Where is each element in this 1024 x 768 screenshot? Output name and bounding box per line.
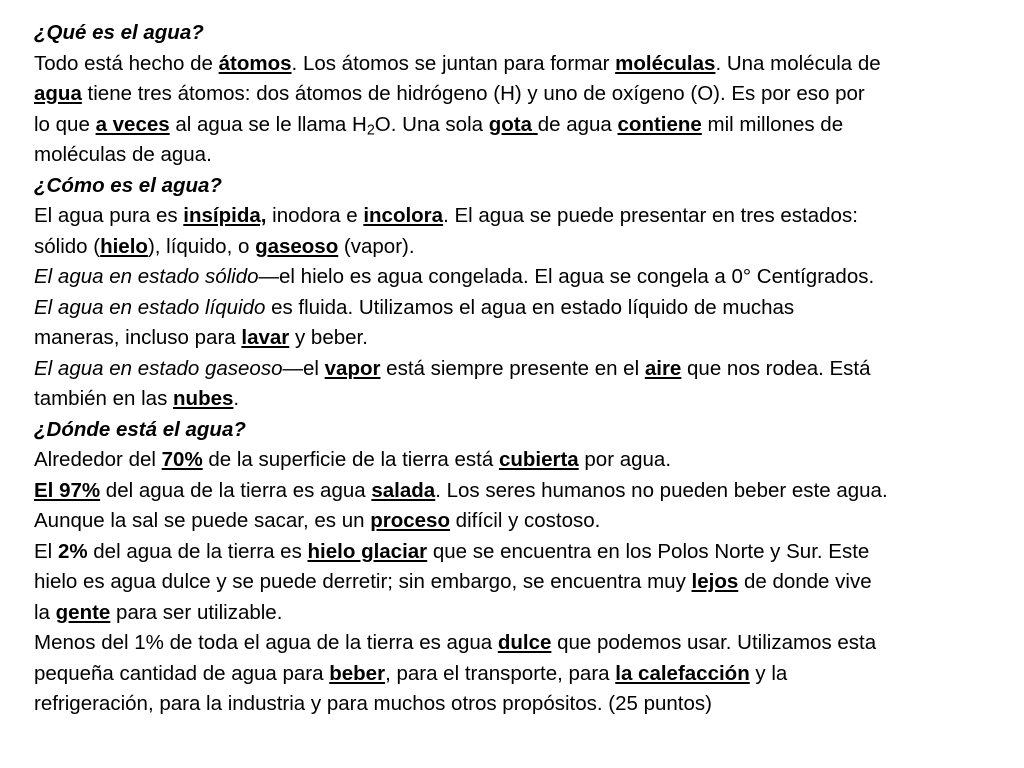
text-run: . Los átomos se juntan para formar <box>291 51 616 75</box>
paragraph-line <box>34 49 1004 80</box>
text-run: está siempre presente en el <box>380 356 645 380</box>
text-run: . <box>233 387 240 410</box>
text-run: tiene tres átomos: dos átomos de hidrógeno (H) y uno de oxígeno (O). Es por eso por <box>81 82 865 105</box>
text-run: O. Una sola <box>374 112 489 136</box>
text-run: que nos rodea. Está <box>681 356 871 380</box>
underlined-term: beber <box>329 661 386 685</box>
text-run: Aunque la sal se puede sacar, es un <box>34 509 371 532</box>
italic-phrase: El agua en estado gaseoso <box>34 356 283 380</box>
text-run: maneras, incluso para <box>34 326 242 349</box>
text-run: por agua. <box>578 448 672 471</box>
text-run: —el hielo es agua congelada. El agua se congela a 0° Centígrados. <box>258 265 875 288</box>
paragraph-line <box>34 232 1004 263</box>
text-run: que se encuentra en los Polos Norte y Sur. Este <box>427 539 870 563</box>
text-run: de agua <box>537 112 618 136</box>
paragraph-line <box>34 323 1004 354</box>
text-run: moléculas de agua. <box>34 143 212 166</box>
underlined-term: contiene <box>617 112 702 136</box>
underlined-term: incolora <box>363 204 444 227</box>
paragraph-line <box>34 140 1004 171</box>
section-heading <box>34 415 1004 446</box>
text-run: Alrededor del <box>34 448 162 471</box>
text-run: es fluida. Utilizamos el agua en estado líquido de muchas <box>265 295 795 319</box>
underlined-term: átomos <box>218 51 292 75</box>
underlined-term: lejos <box>691 570 739 593</box>
underlined-term: gente <box>55 600 111 624</box>
underlined-term: proceso <box>370 509 450 532</box>
underlined-term: El 97% <box>34 478 101 502</box>
text-run: El <box>34 539 58 563</box>
text-run: , para el transporte, para <box>385 661 616 685</box>
text-run: . El agua se puede presentar en tres estados: <box>443 204 858 227</box>
text-run: —el <box>282 356 325 380</box>
heading-text: ¿Cómo es el agua? <box>34 173 222 197</box>
text-run: refrigeración, para la industria y para muchos otros propósitos. (25 puntos) <box>34 692 712 715</box>
underlined-term: salada <box>371 478 436 502</box>
text-run: de donde vive <box>738 570 872 593</box>
paragraph-line <box>34 445 1004 476</box>
heading-text: ¿Qué es el agua? <box>34 21 204 44</box>
underlined-term: a veces <box>95 112 170 136</box>
text-run: (vapor). <box>338 234 415 258</box>
section-heading <box>34 171 1004 202</box>
text-run: del agua de la tierra es <box>87 539 308 563</box>
underlined-term: insípida, <box>183 204 267 227</box>
underlined-term: hielo <box>100 234 148 258</box>
heading-text: ¿Dónde está el agua? <box>34 417 246 441</box>
underlined-term: moléculas <box>615 51 716 75</box>
underlined-term: gaseoso <box>255 234 339 258</box>
paragraph-line <box>34 384 1004 415</box>
text-run: . Una molécula de <box>715 51 881 75</box>
text-run: del agua de la tierra es agua <box>100 478 372 502</box>
paragraph-line <box>34 79 1004 110</box>
text-run: para ser utilizable. <box>110 600 283 624</box>
text-run: inodora e <box>266 204 364 227</box>
text-run: El agua pura es <box>34 204 184 227</box>
bold-term: 2% <box>57 539 88 563</box>
text-run: Menos del 1% de toda el agua de la tierra es agua <box>34 631 498 654</box>
underlined-term: cubierta <box>498 448 579 471</box>
text-run: difícil y costoso. <box>449 509 601 532</box>
text-run: lo que <box>34 112 96 136</box>
paragraph-line <box>34 354 1004 385</box>
paragraph-line <box>34 537 1004 568</box>
text-run: . Los seres humanos no pueden beber este agua. <box>435 478 888 502</box>
underlined-term: hielo glaciar <box>307 539 428 563</box>
italic-phrase: El agua en estado líquido <box>34 295 266 319</box>
text-run: de la superficie de la tierra está <box>202 448 499 471</box>
paragraph-line <box>34 689 1004 720</box>
paragraph-line <box>34 506 1004 537</box>
paragraph-line <box>34 110 1004 141</box>
paragraph-line <box>34 567 1004 598</box>
text-run: que podemos usar. Utilizamos esta <box>551 631 877 654</box>
text-run: ), líquido, o <box>147 234 256 258</box>
paragraph-line <box>34 262 1004 293</box>
paragraph-line <box>34 598 1004 629</box>
underlined-term: nubes <box>173 387 234 410</box>
italic-phrase: El agua en estado sólido <box>34 265 259 288</box>
paragraph-line <box>34 293 1004 324</box>
paragraph-line <box>34 628 1004 659</box>
underlined-term: dulce <box>497 631 552 654</box>
underlined-term: agua <box>34 82 82 105</box>
underlined-term: 2 <box>366 122 375 139</box>
section-heading <box>34 18 1004 49</box>
text-run: al agua se le llama H <box>169 112 367 136</box>
underlined-term: la calefacción <box>615 661 750 685</box>
paragraph-line <box>34 476 1004 507</box>
underlined-term: 70% <box>161 448 203 471</box>
text-run: mil millones de <box>701 112 844 136</box>
underlined-term: vapor <box>324 356 381 380</box>
underlined-term: gota <box>488 112 538 136</box>
underlined-term: aire <box>644 356 682 380</box>
text-run: Todo está hecho de <box>34 51 219 75</box>
document-body <box>34 18 1004 720</box>
text-run: y beber. <box>289 326 368 349</box>
text-run: la <box>34 600 56 624</box>
text-run: pequeña cantidad de agua para <box>34 661 330 685</box>
text-run: hielo es agua dulce y se puede derretir; sin embargo, se encuentra muy <box>34 570 692 593</box>
text-run: sólido ( <box>34 234 101 258</box>
underlined-term: lavar <box>241 326 290 349</box>
paragraph-line <box>34 201 1004 232</box>
paragraph-line <box>34 659 1004 690</box>
text-run: también en las <box>34 387 174 410</box>
text-run: y la <box>749 661 788 685</box>
